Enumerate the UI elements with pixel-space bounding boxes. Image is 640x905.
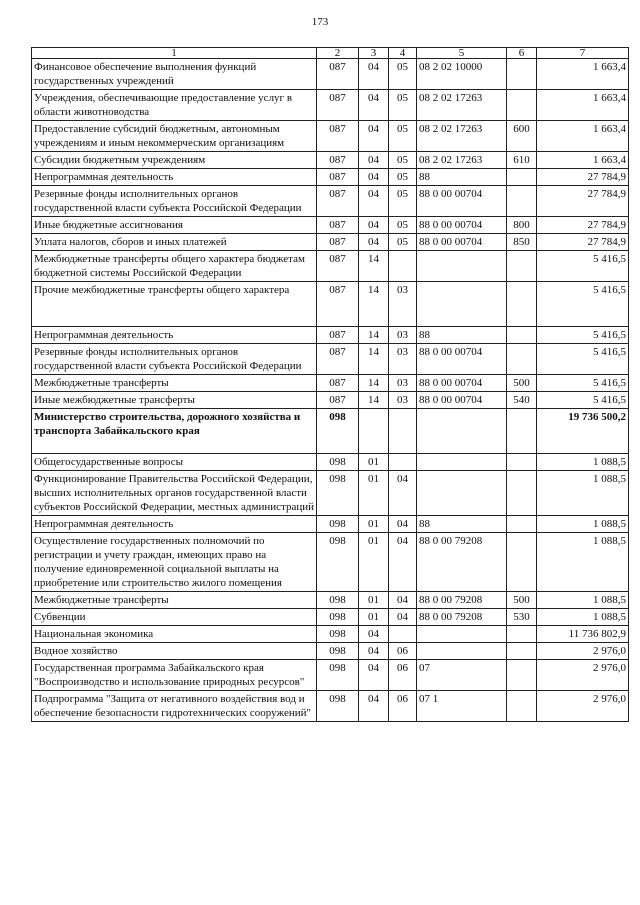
column-header: 7 [537,48,629,59]
cell-name: Прочие межбюджетные трансферты общего характера [32,282,317,327]
cell-rz: 14 [359,392,389,409]
cell-name: Водное хозяйство [32,643,317,660]
cell-csr: 88 [417,516,507,533]
table-row [32,282,629,327]
cell-csr [417,454,507,471]
cell-pr: 03 [389,327,417,344]
cell-pr: 05 [389,59,417,90]
cell-sum: 19 736 500,2 [537,409,629,454]
table-row [32,626,629,643]
cell-vr: 500 [507,592,537,609]
cell-vr [507,59,537,90]
cell-name: Подпрограмма "Защита от негативного воздействия вод и обеспечение безопасности гидротехнических сооружений" [32,691,317,722]
cell-name: Субсидии бюджетным учреждениям [32,152,317,169]
cell-ved: 087 [317,282,359,327]
cell-pr: 04 [389,533,417,592]
cell-ved: 087 [317,234,359,251]
cell-vr [507,186,537,217]
cell-csr: 08 2 02 17263 [417,152,507,169]
cell-name: Финансовое обеспечение выполнения функций государственных учреждений [32,59,317,90]
cell-vr: 610 [507,152,537,169]
cell-name: Резервные фонды исполнительных органов государственной власти субъекта Российской Федерации [32,344,317,375]
cell-sum: 1 663,4 [537,90,629,121]
cell-pr: 04 [389,516,417,533]
cell-ved: 098 [317,691,359,722]
cell-sum: 2 976,0 [537,691,629,722]
cell-ved: 087 [317,217,359,234]
cell-pr: 03 [389,282,417,327]
cell-sum: 5 416,5 [537,282,629,327]
cell-csr: 08 2 02 17263 [417,121,507,152]
cell-vr: 530 [507,609,537,626]
cell-sum: 1 088,5 [537,454,629,471]
cell-name: Резервные фонды исполнительных органов государственной власти субъекта Российской Федерации [32,186,317,217]
table-row [32,392,629,409]
table-row [32,533,629,592]
cell-pr: 03 [389,344,417,375]
cell-rz: 04 [359,59,389,90]
table-row [32,152,629,169]
table-row [32,516,629,533]
cell-csr [417,643,507,660]
cell-ved: 087 [317,375,359,392]
cell-rz [359,409,389,454]
cell-sum: 5 416,5 [537,251,629,282]
cell-name: Министерство строительства, дорожного хозяйства и транспорта Забайкальского края [32,409,317,454]
cell-name: Уплата налогов, сборов и иных платежей [32,234,317,251]
cell-rz: 01 [359,609,389,626]
cell-rz: 14 [359,375,389,392]
cell-rz: 01 [359,516,389,533]
cell-vr: 500 [507,375,537,392]
table-row [32,375,629,392]
cell-rz: 04 [359,660,389,691]
cell-ved: 098 [317,533,359,592]
table-row [32,90,629,121]
table-row [32,344,629,375]
cell-pr: 05 [389,121,417,152]
cell-ved: 098 [317,409,359,454]
cell-rz: 04 [359,643,389,660]
cell-pr [389,626,417,643]
cell-pr: 03 [389,375,417,392]
cell-name: Межбюджетные трансферты [32,592,317,609]
cell-vr [507,344,537,375]
cell-name: Иные бюджетные ассигнования [32,217,317,234]
cell-csr: 88 [417,169,507,186]
cell-ved: 098 [317,454,359,471]
cell-ved: 087 [317,186,359,217]
cell-pr: 05 [389,152,417,169]
table-row [32,186,629,217]
cell-sum: 5 416,5 [537,344,629,375]
cell-csr: 88 0 00 00704 [417,186,507,217]
table-row [32,592,629,609]
cell-csr: 08 2 02 17263 [417,90,507,121]
cell-vr [507,251,537,282]
cell-sum: 1 088,5 [537,533,629,592]
cell-pr: 05 [389,186,417,217]
cell-name: Национальная экономика [32,626,317,643]
cell-pr: 05 [389,234,417,251]
cell-vr: 600 [507,121,537,152]
cell-rz: 01 [359,471,389,516]
table-row [32,234,629,251]
cell-rz: 04 [359,626,389,643]
cell-rz: 04 [359,217,389,234]
cell-ved: 087 [317,152,359,169]
cell-name: Осуществление государственных полномочий по регистрации и учету граждан, имеющих право на получение единовременной социальной выплаты на приобретение или строительство жилого помещения [32,533,317,592]
cell-ved: 087 [317,392,359,409]
cell-rz: 14 [359,344,389,375]
cell-rz: 04 [359,234,389,251]
cell-csr [417,471,507,516]
cell-vr [507,516,537,533]
cell-rz: 01 [359,454,389,471]
table-row [32,121,629,152]
cell-csr: 88 0 00 00704 [417,375,507,392]
cell-pr: 04 [389,609,417,626]
cell-pr: 05 [389,169,417,186]
table-row [32,660,629,691]
cell-sum: 27 784,9 [537,169,629,186]
cell-pr: 06 [389,691,417,722]
budget-table [31,47,629,722]
cell-rz: 01 [359,592,389,609]
cell-sum: 5 416,5 [537,327,629,344]
cell-csr: 07 [417,660,507,691]
cell-vr [507,169,537,186]
column-header: 1 [32,48,317,59]
cell-ved: 098 [317,626,359,643]
cell-vr [507,660,537,691]
cell-rz: 04 [359,186,389,217]
cell-vr [507,471,537,516]
cell-csr: 88 0 00 79208 [417,533,507,592]
cell-sum: 11 736 802,9 [537,626,629,643]
cell-rz: 04 [359,152,389,169]
table-row [32,609,629,626]
cell-ved: 087 [317,344,359,375]
cell-csr: 88 0 00 79208 [417,609,507,626]
cell-ved: 098 [317,609,359,626]
cell-sum: 2 976,0 [537,660,629,691]
column-header: 2 [317,48,359,59]
cell-ved: 087 [317,251,359,282]
cell-pr: 05 [389,217,417,234]
cell-csr: 88 [417,327,507,344]
table-row [32,169,629,186]
table-row [32,59,629,90]
cell-sum: 5 416,5 [537,392,629,409]
cell-pr: 06 [389,660,417,691]
cell-sum: 27 784,9 [537,234,629,251]
cell-sum: 1 663,4 [537,121,629,152]
cell-sum: 1 088,5 [537,592,629,609]
cell-vr [507,409,537,454]
cell-vr [507,643,537,660]
page-number: 173 [311,16,329,28]
cell-pr: 04 [389,471,417,516]
cell-sum: 5 416,5 [537,375,629,392]
cell-csr: 88 0 00 00704 [417,392,507,409]
cell-vr [507,533,537,592]
cell-rz: 04 [359,169,389,186]
cell-name: Предоставление субсидий бюджетным, автономным учреждениям и иным некоммерческим организациям [32,121,317,152]
cell-csr: 07 1 [417,691,507,722]
cell-csr [417,282,507,327]
cell-sum: 2 976,0 [537,643,629,660]
cell-csr: 88 0 00 00704 [417,217,507,234]
cell-pr: 03 [389,392,417,409]
cell-vr: 800 [507,217,537,234]
cell-csr: 88 0 00 00704 [417,344,507,375]
cell-name: Функционирование Правительства Российской Федерации, высших исполнительных органов государственной власти субъектов Российской Федерации, местных администраций [32,471,317,516]
table-row [32,691,629,722]
table-row [32,409,629,454]
cell-ved: 087 [317,59,359,90]
table-header-row [32,48,629,59]
cell-vr: 850 [507,234,537,251]
table-body [32,48,629,722]
cell-ved: 087 [317,90,359,121]
cell-ved: 098 [317,643,359,660]
cell-rz: 04 [359,121,389,152]
table-row [32,643,629,660]
cell-csr [417,409,507,454]
cell-ved: 098 [317,660,359,691]
cell-csr: 08 2 02 10000 [417,59,507,90]
cell-pr: 05 [389,90,417,121]
cell-csr [417,626,507,643]
cell-ved: 098 [317,516,359,533]
column-header: 3 [359,48,389,59]
cell-name: Межбюджетные трансферты общего характера бюджетам бюджетной системы Российской Федерации [32,251,317,282]
table-row [32,217,629,234]
cell-pr: 06 [389,643,417,660]
cell-rz: 04 [359,90,389,121]
cell-name: Непрограммная деятельность [32,327,317,344]
cell-sum: 1 663,4 [537,59,629,90]
table-row [32,454,629,471]
cell-pr [389,251,417,282]
table-row [32,327,629,344]
cell-sum: 27 784,9 [537,186,629,217]
cell-pr [389,454,417,471]
cell-vr [507,691,537,722]
cell-rz: 01 [359,533,389,592]
cell-rz: 14 [359,282,389,327]
cell-name: Межбюджетные трансферты [32,375,317,392]
cell-ved: 087 [317,121,359,152]
cell-name: Непрограммная деятельность [32,169,317,186]
cell-rz: 14 [359,327,389,344]
column-header: 5 [417,48,507,59]
cell-pr [389,409,417,454]
cell-name: Учреждения, обеспечивающие предоставление услуг в области животноводства [32,90,317,121]
cell-ved: 098 [317,592,359,609]
cell-csr: 88 0 00 79208 [417,592,507,609]
cell-vr [507,282,537,327]
cell-sum: 1 088,5 [537,609,629,626]
cell-vr [507,90,537,121]
column-header: 4 [389,48,417,59]
cell-sum: 1 088,5 [537,471,629,516]
cell-csr [417,251,507,282]
table-row [32,251,629,282]
cell-sum: 1 663,4 [537,152,629,169]
cell-sum: 1 088,5 [537,516,629,533]
cell-vr [507,454,537,471]
cell-rz: 14 [359,251,389,282]
cell-name: Иные межбюджетные трансферты [32,392,317,409]
cell-name: Непрограммная деятельность [32,516,317,533]
table-row [32,471,629,516]
cell-vr [507,327,537,344]
cell-name: Субвенции [32,609,317,626]
cell-ved: 098 [317,471,359,516]
cell-pr: 04 [389,592,417,609]
cell-ved: 087 [317,169,359,186]
cell-vr [507,626,537,643]
cell-ved: 087 [317,327,359,344]
column-header: 6 [507,48,537,59]
cell-csr: 88 0 00 00704 [417,234,507,251]
cell-name: Государственная программа Забайкальского края "Воспроизводство и использование природных ресурсов" [32,660,317,691]
cell-name: Общегосударственные вопросы [32,454,317,471]
cell-rz: 04 [359,691,389,722]
cell-sum: 27 784,9 [537,217,629,234]
cell-vr: 540 [507,392,537,409]
